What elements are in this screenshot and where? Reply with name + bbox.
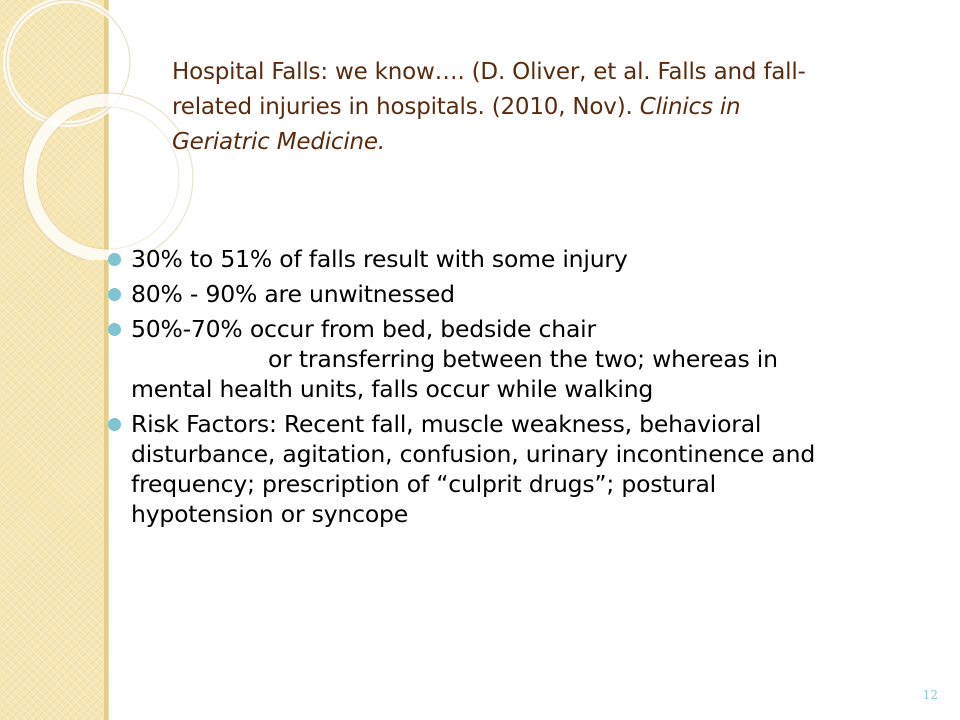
bullet-item <box>106 314 926 404</box>
bullet-item <box>106 409 926 529</box>
slide-title <box>172 55 912 160</box>
bullet-text: Risk Factors: Recent fall, muscle weakness, behavioral <box>131 410 762 438</box>
bullet-text: or transferring between the two; whereas in <box>268 345 778 373</box>
bullet-dot-icon <box>108 288 121 301</box>
bullet-text: mental health units, falls occur while walking <box>131 375 654 403</box>
bullet-list <box>106 244 926 534</box>
title-journal-part-2: Geriatric Medicine. <box>172 129 385 155</box>
title-line-3 <box>172 125 912 160</box>
bullet-dot-icon <box>108 323 121 336</box>
title-line-1: Hospital Falls: we know…. (D. Oliver, et al. Falls and fall- <box>172 59 806 85</box>
bullet-text: 30% to 51% of falls result with some injury <box>131 245 628 273</box>
title-line-2 <box>172 90 912 125</box>
bullet-text: 80% - 90% are unwitnessed <box>131 280 455 308</box>
bullet-item <box>106 279 926 309</box>
bullet-text: frequency; prescription of “culprit drugs”; postural <box>131 470 716 498</box>
bullet-dot-icon <box>108 418 121 431</box>
bullet-text: 50%-70% occur from bed, bedside chair <box>131 315 596 343</box>
decorative-rings <box>0 0 200 260</box>
bullet-text: hypotension or syncope <box>131 500 409 528</box>
title-journal-part-1: Clinics in <box>639 94 741 120</box>
bullet-dot-icon <box>108 253 121 266</box>
slide-number: 12 <box>922 688 938 702</box>
bullet-item <box>106 244 926 274</box>
bullet-text: disturbance, agitation, confusion, urinary incontinence and <box>131 440 816 468</box>
title-line-2-text: related injuries in hospitals. (2010, Nov). <box>172 94 640 120</box>
